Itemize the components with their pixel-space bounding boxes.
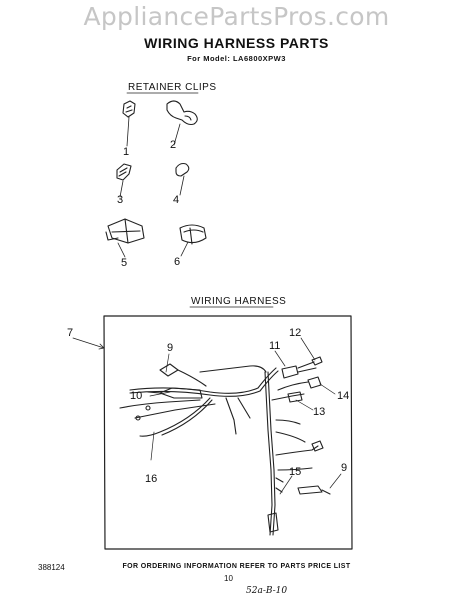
callout-7: 7 xyxy=(67,327,74,339)
retainer-clip-3 xyxy=(117,164,131,197)
callout-5: 5 xyxy=(121,257,128,269)
callout-15: 15 xyxy=(289,466,302,478)
callout-11: 11 xyxy=(269,340,281,352)
page-number: 10 xyxy=(224,574,233,583)
callout-6: 6 xyxy=(174,256,181,268)
retainer-clip-4 xyxy=(176,164,189,196)
callout-12: 12 xyxy=(289,327,302,339)
callout-3: 3 xyxy=(117,194,124,206)
document-number: 388124 xyxy=(38,563,65,572)
callout-10: 10 xyxy=(130,390,143,402)
callout-1: 1 xyxy=(123,146,130,158)
retainer-clips-heading: RETAINER CLIPS xyxy=(128,82,217,93)
retainer-clip-1 xyxy=(123,101,135,146)
wiring-harness-heading: WIRING HARNESS xyxy=(191,296,287,307)
callout-4: 4 xyxy=(173,194,180,206)
callout-14: 14 xyxy=(337,390,350,402)
callout-13: 13 xyxy=(313,406,326,418)
callout-16: 16 xyxy=(145,473,158,485)
retainer-clip-6 xyxy=(180,225,206,256)
wiring-harness-assembly xyxy=(120,357,330,535)
retainer-clip-5 xyxy=(106,219,144,257)
wiring-harness-frame xyxy=(73,316,352,549)
watermark-logo: AppliancePartsPros.com xyxy=(83,2,390,31)
callout-9-right: 9 xyxy=(341,462,348,474)
callout-9-left: 9 xyxy=(167,342,174,354)
ordering-note: FOR ORDERING INFORMATION REFER TO PARTS PRICE LIST xyxy=(122,563,351,570)
callout-2: 2 xyxy=(170,139,177,151)
page-title: WIRING HARNESS PARTS xyxy=(144,35,329,51)
model-label: For Model: LA6800XPW3 xyxy=(187,54,286,63)
handwritten-note: 52a-B-10 xyxy=(246,586,288,596)
